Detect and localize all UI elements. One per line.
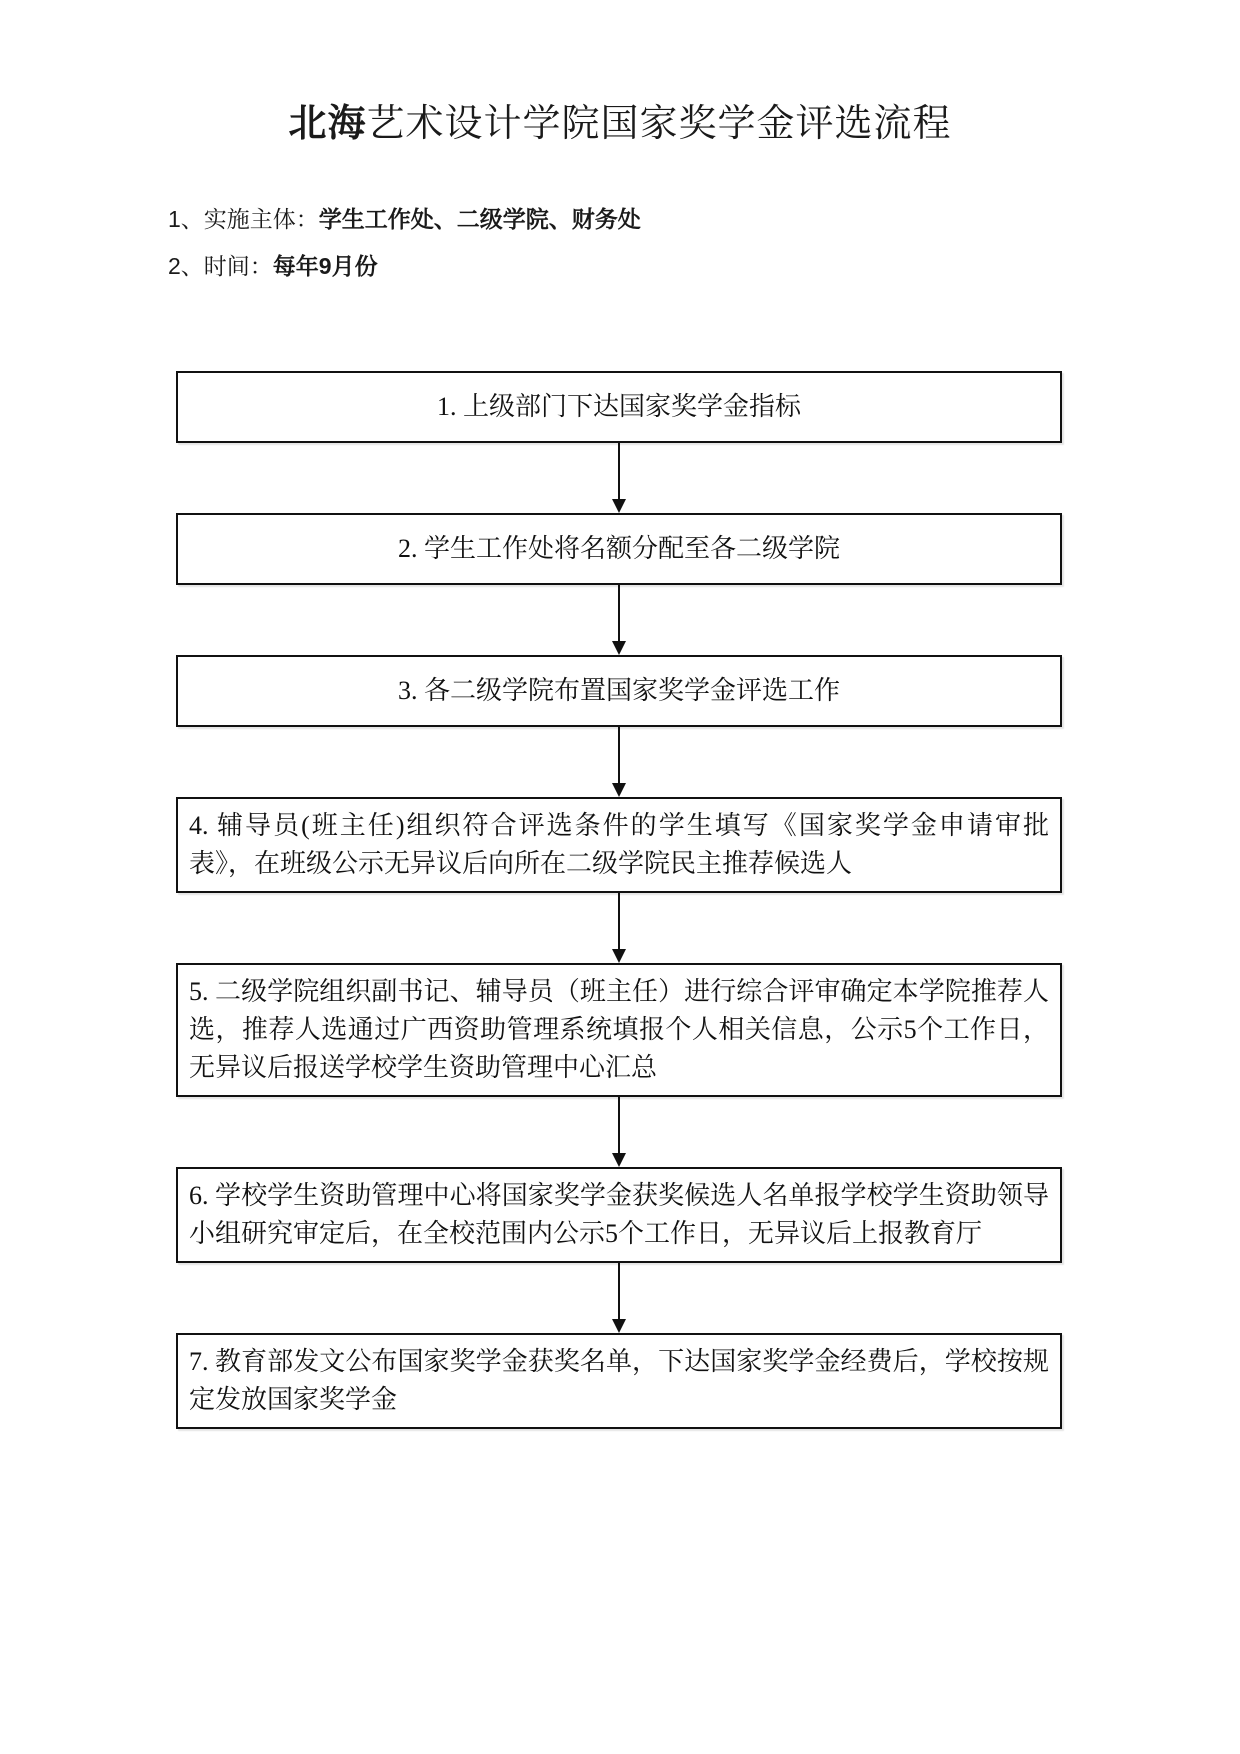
flow-step-5-text: 5. 二级学院组织副书记、辅导员（班主任）进行综合评审确定本学院推荐人选，推荐人选通过广西资助管理系统填报个人相关信息，公示5个工作日，无异议后报送学校学生资助管理中心汇总 bbox=[189, 977, 1049, 1082]
page-title bbox=[0, 0, 1240, 148]
arrow-shaft bbox=[618, 893, 620, 949]
flow-step-7 bbox=[176, 1333, 1062, 1429]
flowchart bbox=[176, 371, 1062, 1429]
flow-step-7-text: 7. 教育部发文公布国家奖学金获奖名单，下达国家奖学金经费后，学校按规定发放国家奖学金 bbox=[189, 1347, 1049, 1414]
intro-item-1-value: 学生工作处、二级学院、财务处 bbox=[318, 206, 641, 232]
intro-item-1-label: 1、实施主体： bbox=[168, 206, 319, 232]
arrow-down-icon bbox=[612, 641, 626, 655]
flow-arrow-5 bbox=[176, 1097, 1062, 1167]
flow-step-6 bbox=[176, 1167, 1062, 1263]
flow-step-3-text: 3. 各二级学院布置国家奖学金评选工作 bbox=[397, 676, 840, 705]
arrow-shaft bbox=[618, 443, 620, 499]
flow-step-5 bbox=[176, 963, 1062, 1097]
intro-section bbox=[168, 204, 1240, 281]
arrow-down-icon bbox=[612, 499, 626, 513]
arrow-down-icon bbox=[612, 1153, 626, 1167]
arrow-down-icon bbox=[612, 783, 626, 797]
intro-item-1 bbox=[168, 204, 1240, 234]
flow-arrow-2 bbox=[176, 585, 1062, 655]
arrow-down-icon bbox=[612, 1319, 626, 1333]
flow-arrow-3 bbox=[176, 727, 1062, 797]
flow-arrow-6 bbox=[176, 1263, 1062, 1333]
flow-step-4 bbox=[176, 797, 1062, 893]
intro-item-2-label: 2、时间： bbox=[168, 253, 273, 279]
flow-step-3 bbox=[176, 655, 1062, 727]
flow-step-2 bbox=[176, 513, 1062, 585]
page-title-rest: 艺术设计学院国家奖学金评选流程 bbox=[366, 103, 952, 145]
arrow-shaft bbox=[618, 585, 620, 641]
arrow-shaft bbox=[618, 727, 620, 783]
arrow-shaft bbox=[618, 1097, 620, 1153]
flow-arrow-4 bbox=[176, 893, 1062, 963]
flow-step-1-text: 1. 上级部门下达国家奖学金指标 bbox=[436, 392, 801, 421]
flow-step-2-text: 2. 学生工作处将名额分配至各二级学院 bbox=[397, 534, 840, 563]
intro-item-2-value: 每年9月份 bbox=[272, 253, 378, 279]
flow-step-1 bbox=[176, 371, 1062, 443]
flow-step-4-text: 4. 辅导员(班主任)组织符合评选条件的学生填写《国家奖学金申请审批表》，在班级公示无异议后向所在二级学院民主推荐候选人 bbox=[189, 811, 1049, 878]
flow-arrow-1 bbox=[176, 443, 1062, 513]
page-title-emphasis: 北海 bbox=[288, 103, 367, 145]
arrow-shaft bbox=[618, 1263, 620, 1319]
intro-item-2 bbox=[168, 251, 1240, 281]
flow-step-6-text: 6. 学校学生资助管理中心将国家奖学金获奖候选人名单报学校学生资助领导小组研究审定后，在全校范围内公示5个工作日，无异议后上报教育厅 bbox=[189, 1181, 1049, 1248]
arrow-down-icon bbox=[612, 949, 626, 963]
